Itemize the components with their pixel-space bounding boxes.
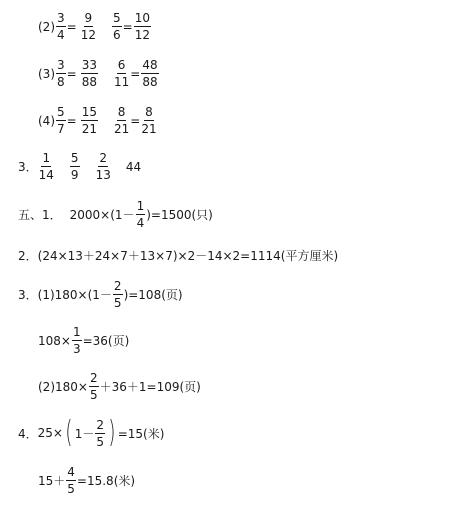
expression-text: =15.8(米) <box>76 474 136 488</box>
item-label: 3． <box>18 288 38 302</box>
item-label: (3) <box>38 66 55 81</box>
fraction: $\frac{15}{21}$ <box>81 105 97 136</box>
expression-text: 15＋ <box>38 474 66 488</box>
section-label: 五、1． <box>18 208 62 222</box>
equals-sign: = <box>66 19 77 34</box>
expression-text: (24×13＋24×7＋13×7)×2－14×2=1114(平方厘米) <box>37 249 339 263</box>
equals-sign: = <box>130 66 141 81</box>
item-label: 2． <box>18 249 38 263</box>
expression-text: (2)180× <box>38 379 88 394</box>
expression-text: =15(米) <box>117 426 165 441</box>
fraction: $\frac{2}{13}$ <box>95 151 111 182</box>
answer-line-4 <box>38 106 158 135</box>
open-paren: ( <box>65 415 73 450</box>
answer-line-3 <box>38 59 160 88</box>
fraction: $\frac{1}{14}$ <box>38 151 54 182</box>
fraction: $\frac{8}{21}$ <box>141 105 157 136</box>
item-label: 4． <box>18 426 38 441</box>
answer-line-s5q3b <box>38 326 129 355</box>
fraction: $\frac{48}{88}$ <box>142 58 158 89</box>
close-paren: ) <box>108 415 116 450</box>
fraction: $\frac{10}{12}$ <box>134 11 150 42</box>
answer-line-s5q2 <box>18 247 338 264</box>
answer-line-s5q3a <box>18 280 183 309</box>
expression-text: =36(页) <box>82 334 130 348</box>
answer-line-s5q4b <box>38 466 135 495</box>
expression-text: 108× <box>38 333 71 348</box>
answer-line-2 <box>38 12 152 41</box>
fraction: $\frac{4}{5}$ <box>67 465 75 496</box>
fraction: $\frac{9}{12}$ <box>80 11 96 42</box>
expression-text: 1－ <box>74 426 95 441</box>
expression-text: ＋36＋1=109(页) <box>99 380 201 394</box>
fraction: $\frac{5}{6}$ <box>112 11 121 42</box>
answer-line-s5q3c <box>38 372 201 401</box>
fraction: $\frac{2}{5}$ <box>96 417 104 449</box>
fraction: $\frac{8}{21}$ <box>113 105 130 136</box>
fraction: $\frac{6}{11}$ <box>113 58 130 89</box>
answer-value: 44 <box>125 159 142 174</box>
fraction: $\frac{1}{4}$ <box>136 199 145 230</box>
expression-text: )=1500(只) <box>146 208 213 222</box>
equals-sign: = <box>66 66 77 81</box>
fraction: $\frac{1}{3}$ <box>72 325 81 356</box>
item-label: (4) <box>38 113 55 128</box>
fraction: $\frac{3}{8}$ <box>57 58 65 89</box>
expression-text: 25× <box>37 426 63 440</box>
fraction: $\frac{5}{9}$ <box>70 151 79 182</box>
answer-line-q3 <box>18 152 141 181</box>
fraction: $\frac{33}{88}$ <box>81 58 97 89</box>
answer-line-s5q4a <box>18 415 165 450</box>
equals-sign: = <box>130 113 141 128</box>
fraction: $\frac{3}{4}$ <box>57 11 65 42</box>
expression-text: 2000×(1－ <box>69 208 135 222</box>
expression-text: )=108(页) <box>123 288 183 302</box>
fraction: $\frac{2}{5}$ <box>113 279 122 310</box>
fraction: $\frac{5}{7}$ <box>57 105 65 136</box>
equals-sign: = <box>66 113 77 128</box>
equals-sign: = <box>122 19 133 34</box>
expression-text: (1)180×(1－ <box>37 288 112 302</box>
answer-line-s5q1 <box>18 200 213 229</box>
fraction: $\frac{2}{5}$ <box>89 371 98 402</box>
item-label: 3． <box>18 160 38 174</box>
item-label: (2) <box>38 19 55 34</box>
